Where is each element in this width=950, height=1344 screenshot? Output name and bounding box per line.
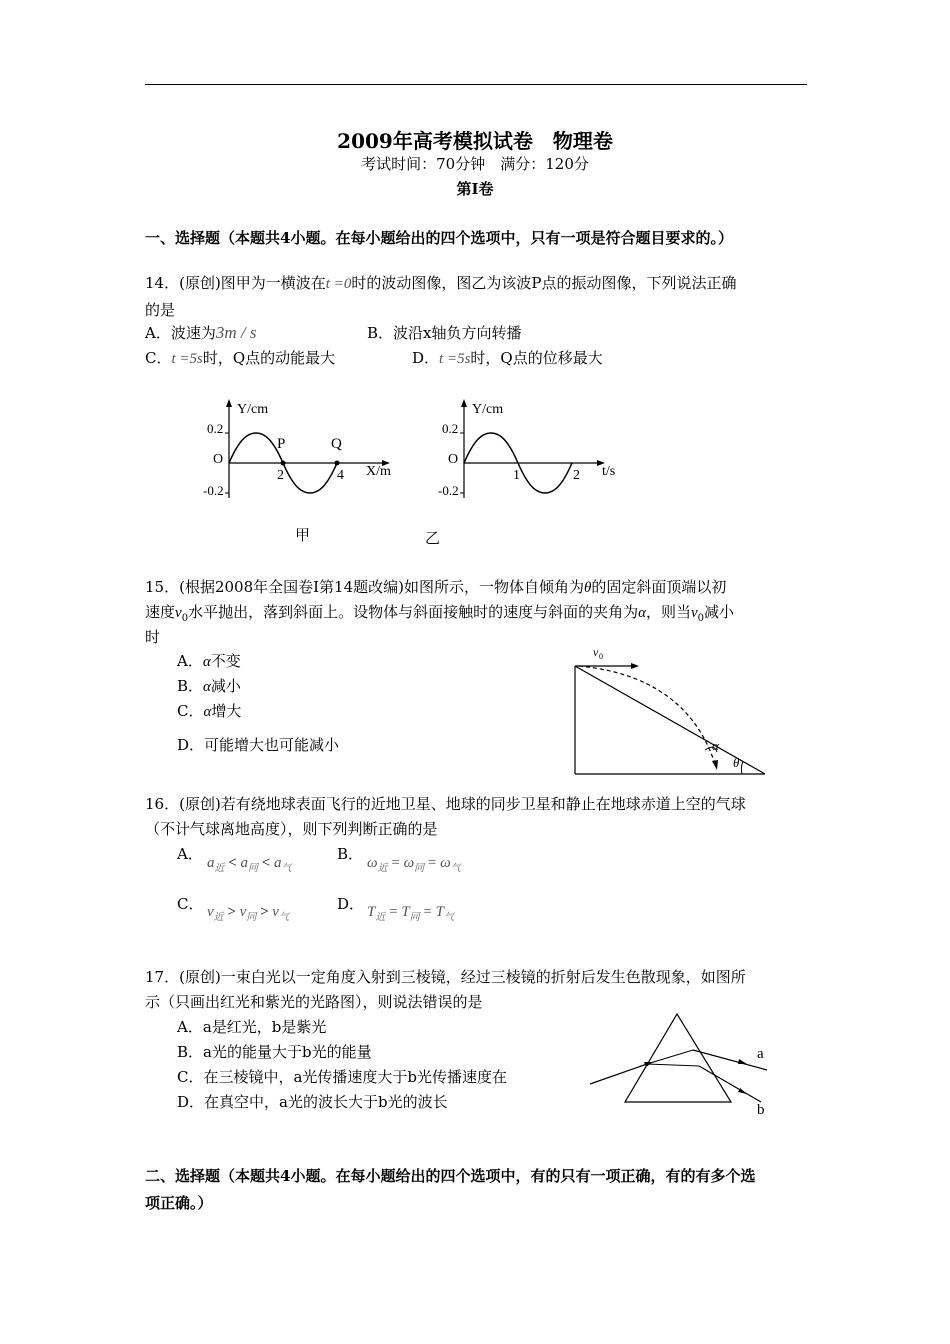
q15-option-b: B．α减小: [177, 677, 241, 695]
svg-text:-0.2: -0.2: [203, 483, 224, 498]
q15-option-d: D．可能增大也可能减小: [177, 736, 340, 754]
q16-option-d-expr: $T_近 = T_同 = T_气$: [367, 904, 454, 923]
incline-figure: [565, 642, 775, 782]
svg-text:O: O: [448, 452, 459, 467]
q16-option-b-label: B．: [337, 845, 364, 863]
wave-graph-jia: [195, 393, 405, 553]
q17-option-a: A．a是红光，b是紫光: [177, 1018, 327, 1036]
svg-text:θ: θ: [733, 755, 740, 770]
q15-option-a: A．α不变: [177, 652, 241, 670]
point-p: [281, 461, 286, 466]
svg-text:甲: 甲: [295, 528, 311, 544]
svg-text:2: 2: [573, 468, 580, 483]
q15-line1: 15．(根据2008年全国卷Ⅰ第14题改编)如图所示，一物体自倾角为θ的固定斜面顶端以初: [145, 578, 727, 596]
svg-text:Q: Q: [331, 436, 342, 452]
q14-option-c: C．t =5s时，Q点的动能最大: [145, 349, 336, 367]
svg-text:2: 2: [277, 468, 284, 483]
svg-text:v: v: [593, 645, 599, 659]
svg-text:t/s: t/s: [602, 464, 616, 479]
section2-heading-line2: 项正确。）: [145, 1194, 213, 1212]
header-rule: [145, 84, 807, 85]
q14-option-b: B．波沿x轴负方向转播: [367, 324, 522, 342]
q15-line2: 速度$v_0$水平抛出，落到斜面上。设物体与斜面接触时的速度与斜面的夹角为α，则当$v_0$减小: [145, 603, 735, 624]
svg-text:0.2: 0.2: [207, 421, 224, 436]
q17-line1: 17．(原创)一束白光以一定角度入射到三棱镜，经过三棱镜的折射后发生色散现象，如图所: [145, 968, 746, 986]
svg-text:0: 0: [599, 652, 603, 661]
section2-heading-line1: 二、选择题（本题共4小题。在每小题给出的四个选项中，有的只有一项正确，有的有多个选: [145, 1167, 756, 1185]
q16-option-d-label: D．: [337, 895, 365, 913]
section1-heading: 一、选择题（本题共4小题。在每小题给出的四个选项中，只有一项是符合题目要求的。）: [145, 229, 733, 247]
svg-text:a: a: [757, 1046, 764, 1062]
q17-option-d: D．在真空中，a光的波长大于b光的波长: [177, 1093, 448, 1111]
svg-text:1: 1: [513, 468, 520, 483]
q15-line3: 时: [145, 628, 161, 646]
q14-line1: 14．(原创)图甲为一横波在t =0时的波动图像，图乙为该波P点的振动图像，下列说法正确: [145, 274, 737, 292]
prism-figure: [585, 1008, 785, 1118]
svg-text:X/m: X/m: [366, 464, 391, 479]
q16-option-c-expr: $v_近 > v_同 > v_气$: [207, 904, 289, 923]
exam-info: 考试时间：70分钟 满分：120分: [361, 155, 589, 173]
svg-text:0.2: 0.2: [442, 421, 459, 436]
svg-text:-0.2: -0.2: [438, 483, 459, 498]
svg-text:O: O: [213, 452, 224, 467]
q17-line2: 示（只画出红光和紫光的光路图），则说法错误的是: [145, 993, 483, 1011]
q15-option-c: C．α增大: [177, 702, 242, 720]
q14-option-a: A．波速为3m / s: [145, 323, 257, 342]
q16-option-c-label: C．: [177, 895, 204, 913]
q17-option-b: B．a光的能量大于b光的能量: [177, 1043, 372, 1061]
q17-option-c: C．在三棱镜中，a光传播速度大于b光传播速度在: [177, 1068, 508, 1086]
svg-text:α: α: [712, 738, 719, 753]
svg-text:P: P: [277, 436, 286, 452]
vibration-graph-yi: [430, 393, 630, 553]
svg-text:b: b: [757, 1102, 765, 1118]
svg-text:Y/cm: Y/cm: [237, 402, 269, 417]
q16-option-a-label: A．: [177, 845, 203, 863]
q14-option-d: D．t =5s时，Q点的位移最大: [412, 349, 603, 367]
q16-option-a-expr: $a_近 < a_同 < a_气$: [207, 855, 292, 874]
point-q: [335, 461, 340, 466]
svg-text:4: 4: [337, 468, 344, 483]
page-title: 2009年高考模拟试卷 物理卷: [337, 129, 613, 153]
q16-line2: （不计气球离地高度），则下列判断正确的是: [145, 820, 438, 838]
q16-option-b-expr: $\omega_近 = \omega_同 = \omega_气$: [367, 855, 461, 874]
q16-line1: 16．(原创)若有绕地球表面飞行的近地卫星、地球的同步卫星和静止在地球赤道上空的气球: [145, 795, 746, 813]
svg-text:Y/cm: Y/cm: [472, 402, 504, 417]
q14-line2: 的是: [145, 301, 176, 319]
volume-label: 第Ⅰ卷: [456, 180, 494, 198]
caption-yi: 乙: [425, 529, 441, 547]
